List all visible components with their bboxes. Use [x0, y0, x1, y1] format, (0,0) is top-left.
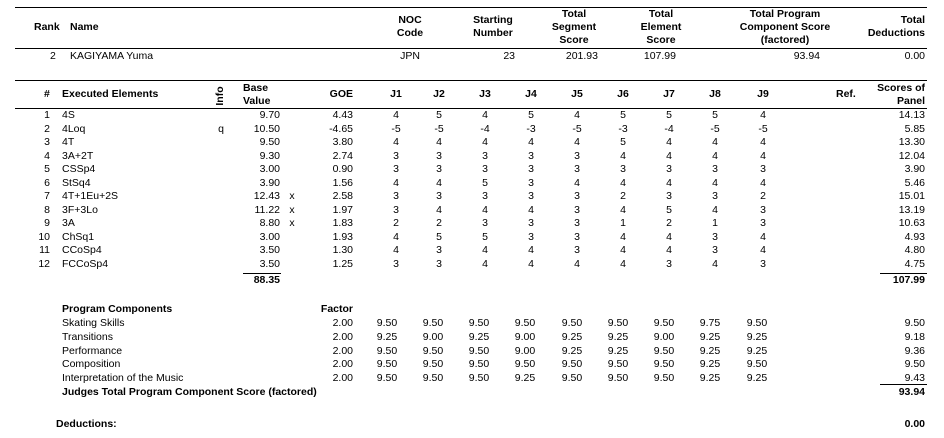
element-judge-2: 4 — [436, 136, 442, 148]
deductions-header: Total Deductions — [867, 14, 925, 39]
element-panel-score: 10.63 — [898, 217, 925, 229]
element-name: 4T — [62, 136, 75, 148]
judge-header-3: J3 — [479, 88, 491, 100]
element-number: 11 — [39, 244, 50, 256]
element-judge-3: 3 — [482, 217, 488, 229]
skater-start-number: 23 — [503, 50, 515, 62]
element-goe: 1.93 — [332, 230, 353, 243]
component-judge-3: 9.50 — [468, 372, 490, 385]
element-judge-7: 4 — [666, 136, 672, 148]
element-judge-1: 3 — [393, 149, 399, 162]
element-judge-4: 3 — [528, 217, 534, 229]
judge-header-1: J1 — [390, 88, 402, 100]
element-judge-1: 4 — [393, 244, 399, 256]
element-judge-8: 4 — [712, 136, 718, 148]
element-judge-1: 3 — [393, 203, 399, 216]
element-judge-8: 3 — [712, 244, 718, 256]
deductions-label: Deductions: — [56, 418, 117, 430]
scores-of-panel-header: Scores of Panel — [877, 82, 925, 107]
element-judge-7: 3 — [666, 163, 672, 175]
skater-name: KAGIYAMA Yuma — [70, 50, 154, 62]
component-judge-1: 9.50 — [376, 372, 398, 385]
element-base-value: 10.50 — [253, 122, 280, 135]
deductions-value: 0.00 — [904, 418, 925, 430]
element-judge-1: 3 — [393, 190, 399, 202]
element-judge-7: -4 — [664, 122, 674, 135]
component-judge-7: 9.50 — [653, 372, 675, 385]
component-judge-9: 9.25 — [746, 330, 768, 343]
element-panel-score: 5.46 — [904, 176, 925, 189]
element-judge-2: 5 — [436, 109, 442, 121]
element-judge-4: 3 — [528, 230, 534, 243]
judge-header-7: J7 — [663, 88, 675, 100]
skater-pcs-score: 93.94 — [793, 50, 820, 62]
element-judge-2: -5 — [434, 122, 444, 135]
element-judge-3: 3 — [482, 190, 488, 202]
element-judge-3: -4 — [480, 122, 490, 135]
element-judge-8: -5 — [710, 122, 720, 135]
element-judge-2: 5 — [436, 230, 442, 243]
component-judge-5: 9.50 — [561, 358, 583, 371]
element-judge-2: 3 — [436, 163, 442, 175]
element-goe: 1.56 — [332, 176, 353, 189]
element-base-value: 3.00 — [259, 230, 280, 243]
judge-header-4: J4 — [525, 88, 537, 100]
element-number: 4 — [44, 149, 50, 162]
skater-element-score: 107.99 — [643, 50, 676, 62]
element-judge-2: 4 — [436, 203, 442, 216]
component-name: Skating Skills — [62, 317, 125, 329]
element-judge-8: 3 — [712, 230, 718, 243]
element-score-header: Total Element Score — [640, 8, 682, 46]
element-judge-1: 3 — [393, 163, 399, 175]
element-judge-4: 3 — [528, 149, 534, 162]
element-judge-9: 4 — [760, 149, 766, 162]
rank-header: Rank — [34, 21, 60, 33]
elements-top-rule — [15, 80, 927, 81]
element-name: CSSp4 — [62, 163, 96, 175]
element-judge-6: 1 — [620, 217, 626, 229]
element-panel-score: 12.04 — [898, 149, 925, 162]
component-judge-6: 9.50 — [607, 317, 629, 329]
element-panel-score: 15.01 — [898, 190, 925, 202]
component-judge-3: 9.50 — [468, 317, 490, 329]
element-judge-6: 3 — [620, 163, 626, 175]
element-base-value: 12.43 — [253, 190, 280, 202]
element-judge-1: -5 — [391, 122, 401, 135]
pcs-total-label: Judges Total Program Component Score (factored) — [62, 386, 317, 398]
skater-rank: 2 — [50, 50, 56, 62]
component-judge-2: 9.50 — [422, 358, 444, 371]
element-judge-6: -3 — [618, 122, 628, 135]
judge-header-6: J6 — [617, 88, 629, 100]
component-panel-score: 9.50 — [904, 317, 925, 329]
judge-header-2: J2 — [433, 88, 445, 100]
component-judge-6: 9.25 — [607, 344, 629, 357]
element-judge-3: 4 — [482, 136, 488, 148]
element-panel-score: 13.19 — [898, 203, 925, 216]
component-judge-4: 9.25 — [514, 372, 536, 385]
element-judge-4: 5 — [528, 109, 534, 121]
component-judge-2: 9.00 — [422, 330, 444, 343]
header-rule — [15, 48, 927, 49]
element-judge-8: 4 — [712, 257, 718, 270]
component-judge-6: 9.25 — [607, 330, 629, 343]
component-judge-1: 9.50 — [376, 344, 398, 357]
component-judge-6: 9.50 — [607, 358, 629, 371]
element-base-value: 8.80 — [259, 217, 280, 229]
component-name: Interpretation of the Music — [62, 372, 184, 385]
element-panel-score: 4.80 — [904, 244, 925, 256]
pcs-total-rule — [880, 384, 927, 385]
element-judge-8: 4 — [712, 176, 718, 189]
element-judge-2: 3 — [436, 257, 442, 270]
element-judge-6: 4 — [620, 244, 626, 256]
starting-number-header: Starting Number — [473, 14, 513, 39]
element-name: FCCoSp4 — [62, 257, 109, 270]
element-judge-9: 4 — [760, 176, 766, 189]
element-name: 3A+2T — [62, 149, 94, 162]
component-name: Transitions — [62, 330, 113, 343]
element-judge-6: 4 — [620, 203, 626, 216]
element-judge-5: -5 — [572, 122, 582, 135]
program-components-header: Program Components — [62, 303, 173, 315]
judge-header-8: J8 — [709, 88, 721, 100]
element-judge-2: 3 — [436, 149, 442, 162]
element-judge-6: 4 — [620, 149, 626, 162]
element-judge-5: 3 — [574, 203, 580, 216]
element-judge-9: 3 — [760, 257, 766, 270]
element-base-value: 3.00 — [259, 163, 280, 175]
element-judge-2: 4 — [436, 176, 442, 189]
element-number: 3 — [44, 136, 50, 148]
element-judge-5: 3 — [574, 163, 580, 175]
factor-header: Factor — [320, 303, 353, 315]
element-judge-6: 5 — [620, 136, 626, 148]
judge-header-5: J5 — [571, 88, 583, 100]
element-judge-3: 4 — [482, 203, 488, 216]
element-judge-9: 2 — [760, 190, 766, 202]
element-goe: 1.97 — [332, 203, 353, 216]
element-bonus-mark: x — [289, 190, 295, 202]
component-judge-7: 9.50 — [653, 344, 675, 357]
element-judge-9: 3 — [760, 163, 766, 175]
skater-noc: JPN — [400, 50, 420, 62]
element-judge-6: 4 — [620, 176, 626, 189]
component-judge-4: 9.00 — [514, 344, 536, 357]
element-judge-6: 4 — [620, 257, 626, 270]
element-judge-6: 5 — [620, 109, 626, 121]
element-judge-5: 4 — [574, 109, 580, 121]
element-bonus-mark: x — [289, 203, 295, 216]
element-judge-4: 4 — [528, 136, 534, 148]
base-value-header: Base Value — [243, 82, 271, 107]
component-name: Composition — [62, 358, 121, 371]
element-judge-2: 3 — [436, 244, 442, 256]
element-judge-6: 4 — [620, 230, 626, 243]
judge-header-9: J9 — [757, 88, 769, 100]
element-judge-3: 4 — [482, 257, 488, 270]
element-base-value: 3.90 — [259, 176, 280, 189]
element-name: 3A — [62, 217, 75, 229]
component-panel-score: 9.50 — [904, 358, 925, 371]
element-number: 10 — [38, 230, 50, 243]
element-judge-5: 3 — [574, 244, 580, 256]
element-judge-9: 4 — [760, 230, 766, 243]
element-judge-7: 3 — [666, 257, 672, 270]
component-judge-5: 9.25 — [561, 330, 583, 343]
element-judge-4: 3 — [528, 176, 534, 189]
element-number: 5 — [44, 163, 50, 175]
component-name: Performance — [62, 344, 123, 357]
component-judge-2: 9.50 — [422, 317, 444, 329]
element-name: CCoSp4 — [62, 244, 102, 256]
component-judge-1: 9.50 — [376, 358, 398, 371]
component-judge-7: 9.50 — [653, 317, 675, 329]
element-goe: -4.65 — [329, 122, 353, 135]
element-goe: 0.90 — [332, 163, 353, 175]
element-number: 9 — [44, 217, 50, 229]
element-judge-8: 1 — [712, 217, 718, 229]
element-base-value: 9.30 — [259, 149, 280, 162]
element-judge-7: 5 — [666, 203, 672, 216]
element-panel-score: 3.90 — [904, 163, 925, 175]
element-judge-7: 2 — [666, 217, 672, 229]
element-bonus-mark: x — [289, 217, 295, 229]
element-judge-7: 5 — [666, 109, 672, 121]
element-judge-2: 2 — [436, 217, 442, 229]
element-judge-9: 4 — [760, 136, 766, 148]
element-info: q — [218, 122, 224, 135]
segment-score-header: Total Segment Score — [551, 8, 597, 46]
element-judge-3: 5 — [482, 230, 488, 243]
element-judge-9: -5 — [758, 122, 768, 135]
component-judge-9: 9.50 — [746, 358, 768, 371]
element-judge-5: 3 — [574, 230, 580, 243]
element-judge-7: 3 — [666, 190, 672, 202]
element-judge-4: 3 — [528, 163, 534, 175]
component-factor: 2.00 — [332, 317, 353, 329]
component-judge-7: 9.50 — [653, 358, 675, 371]
component-judge-5: 9.50 — [561, 372, 583, 385]
element-judge-5: 4 — [574, 176, 580, 189]
element-judge-1: 2 — [393, 217, 399, 229]
ref-header: Ref. — [836, 88, 856, 100]
element-panel-score: 13.30 — [898, 136, 925, 148]
element-judge-2: 3 — [436, 190, 442, 202]
element-judge-8: 3 — [712, 190, 718, 202]
element-judge-3: 4 — [482, 109, 488, 121]
component-judge-2: 9.50 — [422, 344, 444, 357]
element-judge-4: 4 — [528, 244, 534, 256]
component-factor: 2.00 — [332, 358, 353, 371]
component-judge-4: 9.50 — [514, 317, 536, 329]
element-base-value: 11.22 — [254, 203, 280, 216]
element-base-value: 3.50 — [259, 257, 280, 270]
element-panel-score: 4.93 — [904, 230, 925, 243]
component-panel-score: 9.43 — [904, 372, 925, 385]
pcs-header: Total Program Component Score (factored) — [739, 8, 831, 46]
element-goe: 4.43 — [332, 109, 353, 121]
element-name: ChSq1 — [62, 230, 95, 243]
component-judge-3: 9.50 — [468, 344, 490, 357]
element-judge-5: 3 — [574, 190, 580, 202]
component-judge-8: 9.25 — [699, 358, 721, 371]
element-judge-1: 4 — [393, 176, 399, 189]
element-number: 8 — [44, 203, 50, 216]
element-panel-score: 5.85 — [904, 122, 925, 135]
component-judge-8: 9.25 — [699, 372, 721, 385]
element-judge-8: 5 — [712, 109, 718, 121]
element-judge-1: 3 — [393, 257, 399, 270]
element-judge-1: 4 — [393, 109, 399, 121]
element-base-value: 3.50 — [259, 244, 280, 256]
component-judge-5: 9.25 — [561, 344, 583, 357]
element-base-value: 9.70 — [259, 109, 280, 121]
element-judge-4: 3 — [528, 190, 534, 202]
component-factor: 2.00 — [332, 344, 353, 357]
element-goe: 2.74 — [332, 149, 353, 162]
component-judge-5: 9.50 — [561, 317, 583, 329]
skater-deductions: 0.00 — [904, 50, 925, 62]
element-number: 1 — [44, 109, 50, 121]
element-judge-4: -3 — [526, 122, 536, 135]
goe-header: GOE — [329, 88, 353, 100]
element-judge-8: 4 — [712, 203, 718, 216]
skater-segment-score: 201.93 — [565, 50, 598, 62]
component-judge-6: 9.50 — [607, 372, 629, 385]
element-num-header: # — [44, 88, 50, 100]
component-judge-1: 9.25 — [376, 330, 398, 343]
element-judge-5: 3 — [574, 149, 580, 162]
pcs-total-value: 93.94 — [898, 386, 925, 398]
element-judge-5: 4 — [574, 136, 580, 148]
element-name: 4Loq — [62, 122, 86, 135]
element-judge-9: 3 — [760, 203, 766, 216]
element-judge-9: 4 — [760, 244, 766, 256]
element-judge-7: 4 — [666, 230, 672, 243]
component-judge-2: 9.50 — [422, 372, 444, 385]
executed-elements-header: Executed Elements — [62, 88, 159, 100]
element-judge-4: 4 — [528, 257, 534, 270]
element-judge-3: 3 — [482, 149, 488, 162]
element-number: 12 — [38, 257, 50, 270]
component-panel-score: 9.18 — [904, 330, 925, 343]
component-judge-9: 9.50 — [746, 317, 768, 329]
element-base-value: 9.50 — [259, 136, 280, 148]
component-judge-8: 9.25 — [699, 330, 721, 343]
element-number: 7 — [44, 190, 50, 202]
element-panel-score: 4.75 — [904, 257, 925, 270]
element-panel-score: 14.13 — [898, 109, 925, 121]
component-factor: 2.00 — [332, 372, 353, 385]
element-goe: 3.80 — [332, 136, 353, 148]
element-goe: 1.83 — [332, 217, 353, 229]
element-name: 4S — [62, 109, 75, 121]
element-judge-4: 4 — [528, 203, 534, 216]
element-judge-3: 4 — [482, 244, 488, 256]
info-header: Info — [214, 86, 226, 106]
element-judge-7: 4 — [666, 149, 672, 162]
element-judge-1: 4 — [393, 136, 399, 148]
element-goe: 1.30 — [332, 244, 353, 256]
element-goe: 2.58 — [332, 190, 353, 202]
component-judge-8: 9.25 — [699, 344, 721, 357]
element-judge-3: 5 — [482, 176, 488, 189]
base-value-total: 88.35 — [253, 274, 280, 286]
element-judge-8: 4 — [712, 149, 718, 162]
element-name: 4T+1Eu+2S — [62, 190, 119, 202]
name-header: Name — [70, 21, 99, 33]
element-judge-7: 4 — [666, 176, 672, 189]
component-judge-1: 9.50 — [376, 317, 398, 329]
component-panel-score: 9.36 — [904, 344, 925, 357]
component-judge-9: 9.25 — [746, 372, 768, 385]
elements-panel-total: 107.99 — [892, 274, 925, 286]
element-goe: 1.25 — [332, 257, 353, 270]
component-judge-9: 9.25 — [746, 344, 768, 357]
component-judge-3: 9.50 — [468, 358, 490, 371]
element-judge-6: 2 — [620, 190, 626, 202]
element-name: 3F+3Lo — [62, 203, 98, 216]
element-judge-7: 4 — [666, 244, 672, 256]
element-number: 2 — [44, 122, 50, 135]
element-judge-9: 3 — [760, 217, 766, 229]
component-judge-7: 9.00 — [653, 330, 675, 343]
element-judge-5: 4 — [574, 257, 580, 270]
component-judge-8: 9.75 — [699, 317, 721, 329]
component-factor: 2.00 — [332, 330, 353, 343]
component-judge-4: 9.50 — [514, 358, 536, 371]
element-name: StSq4 — [62, 176, 91, 189]
element-judge-1: 4 — [393, 230, 399, 243]
element-judge-9: 4 — [760, 109, 766, 121]
element-judge-3: 3 — [482, 163, 488, 175]
element-number: 6 — [44, 176, 50, 189]
element-judge-5: 3 — [574, 217, 580, 229]
noc-header: NOC Code — [396, 14, 424, 39]
component-judge-4: 9.00 — [514, 330, 536, 343]
element-judge-8: 3 — [712, 163, 718, 175]
component-judge-3: 9.25 — [468, 330, 490, 343]
